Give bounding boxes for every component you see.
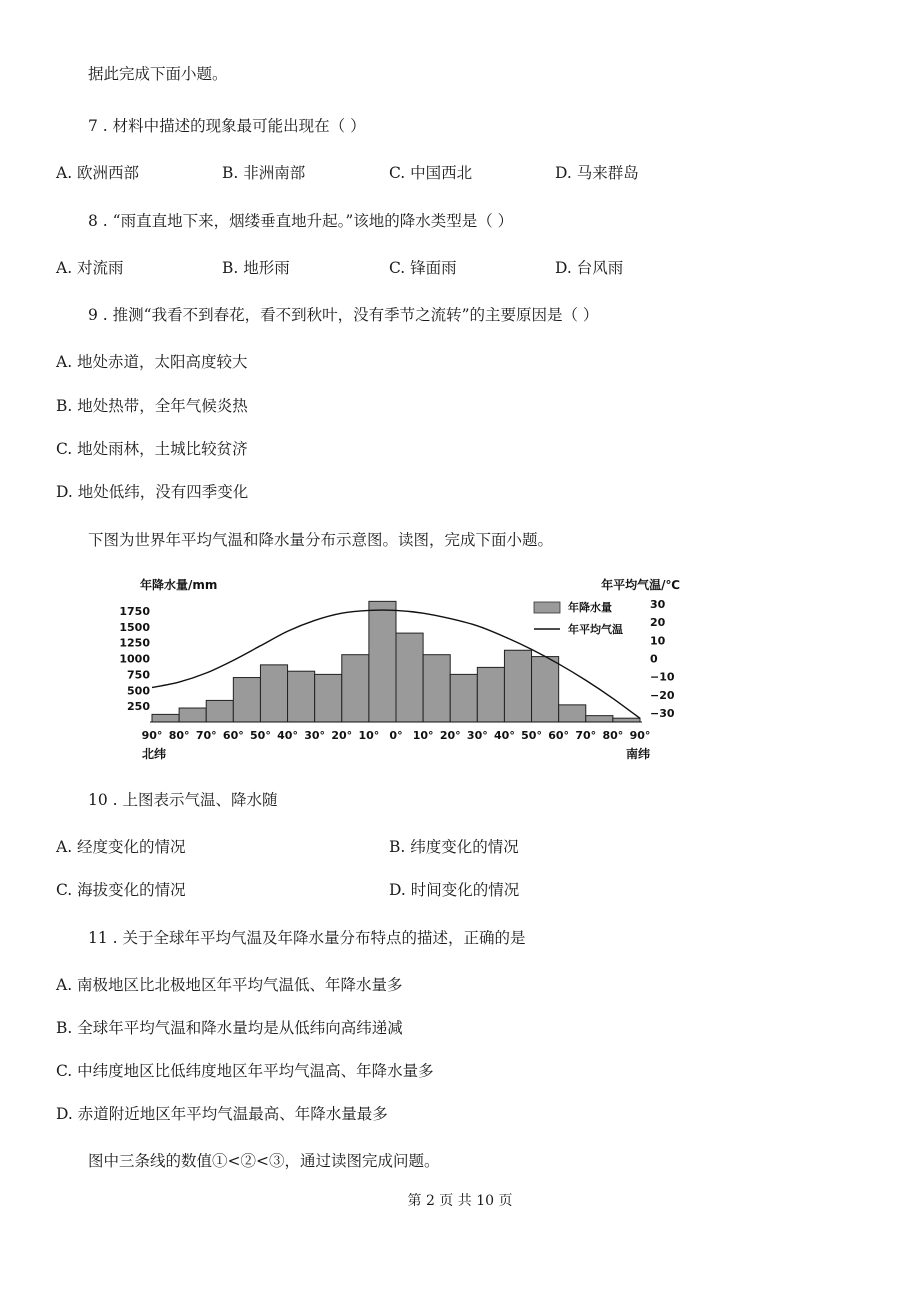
- x-tick-label: 50°: [521, 729, 542, 742]
- question-10-stem: 10 . 上图表示气温、降水随: [88, 791, 278, 809]
- right-tick-label: −20: [650, 688, 675, 702]
- q11-option-d: D. 赤道附近地区年平均气温最高、年降水量最多: [56, 1105, 388, 1123]
- left-axis-label: 年降水量/mm: [140, 578, 218, 592]
- q11-option-b: B. 全球年平均气温和降水量均是从低纬向高纬递减: [56, 1019, 403, 1037]
- right-axis-label: 年平均气温/℃: [601, 578, 680, 592]
- q10-option-c: C. 海拔变化的情况: [56, 881, 186, 899]
- x-tick-label: 60°: [548, 729, 570, 742]
- right-tick-label: 0: [650, 652, 658, 666]
- right-tick-label: −30: [650, 706, 675, 720]
- precipitation-bar: [288, 671, 315, 722]
- next-intro-text: 图中三条线的数值①<②<③，通过读图完成问题。: [88, 1152, 440, 1170]
- temperature-precipitation-chart: [119, 570, 680, 766]
- q7-option-b: B. 非洲南部: [222, 164, 306, 182]
- left-tick-label: 1000: [119, 652, 150, 666]
- right-tick-label: 10: [650, 634, 666, 648]
- left-axis-ticks: [119, 605, 150, 713]
- q7-option-c: C. 中国西北: [389, 164, 473, 182]
- page-footer: 第 2 页 共 10 页: [407, 1193, 513, 1209]
- q8-option-a: A. 对流雨: [56, 259, 124, 277]
- q11-option-a: A. 南极地区比北极地区年平均气温低、年降水量多: [56, 976, 403, 994]
- question-11-stem: 11 . 关于全球年平均气温及年降水量分布特点的描述，正确的是: [88, 929, 526, 947]
- precipitation-bars: [152, 601, 640, 722]
- precipitation-bar: [315, 674, 342, 722]
- question-9-stem: 9 . 推测“我看不到春花，看不到秋叶，没有季节之流转”的主要原因是（ ）: [88, 306, 599, 324]
- x-tick-label: 0°: [389, 729, 403, 742]
- precipitation-bar: [260, 665, 287, 722]
- x-tick-label: 90°: [141, 729, 163, 742]
- q7-option-d: D. 马来群岛: [555, 164, 639, 182]
- q11-option-c: C. 中纬度地区比低纬度地区年平均气温高、年降水量多: [56, 1062, 434, 1080]
- x-tick-label: 30°: [304, 729, 326, 742]
- right-axis-ticks: [650, 598, 675, 720]
- precipitation-bar: [450, 674, 477, 722]
- left-tick-label: 1250: [119, 636, 150, 650]
- q9-option-a: A. 地处赤道，太阳高度较大: [56, 353, 248, 371]
- x-tick-label: 10°: [358, 729, 380, 742]
- south-latitude-label: 南纬: [625, 747, 650, 761]
- precipitation-bar: [613, 718, 640, 722]
- precipitation-bar: [532, 657, 559, 722]
- q10-option-b: B. 纬度变化的情况: [389, 838, 519, 856]
- legend-precipitation-label: 年降水量: [568, 601, 612, 614]
- precipitation-bar: [559, 705, 586, 722]
- precipitation-bar: [179, 708, 206, 722]
- x-tick-label: 70°: [575, 729, 597, 742]
- x-tick-label: 30°: [466, 729, 488, 742]
- q9-option-c: C. 地处雨林，土城比较贫济: [56, 440, 248, 458]
- left-tick-label: 250: [127, 700, 150, 714]
- x-tick-label: 60°: [222, 729, 244, 742]
- legend-temperature-label: 年平均气温: [568, 623, 623, 636]
- x-tick-label: 50°: [250, 729, 271, 742]
- precipitation-bar: [342, 655, 369, 722]
- precipitation-bar: [152, 714, 179, 722]
- x-tick-label: 10°: [412, 729, 434, 742]
- q8-option-b: B. 地形雨: [222, 259, 290, 277]
- q9-option-d: D. 地处低纬，没有四季变化: [56, 483, 249, 501]
- precipitation-bar: [396, 633, 423, 722]
- q10-option-d: D. 时间变化的情况: [389, 881, 520, 899]
- chart-intro-text: 下图为世界年平均气温和降水量分布示意图。读图，完成下面小题。: [88, 531, 554, 549]
- q9-option-b: B. 地处热带，全年气候炎热: [56, 397, 248, 415]
- north-latitude-label: 北纬: [142, 747, 167, 761]
- precipitation-bar: [586, 716, 613, 722]
- q10-option-a: A. 经度变化的情况: [56, 838, 186, 856]
- left-tick-label: 1500: [119, 620, 150, 634]
- precipitation-bar: [233, 678, 260, 722]
- legend-precipitation-swatch: [534, 602, 560, 613]
- x-axis-ticks: [142, 729, 651, 742]
- x-tick-label: 80°: [602, 729, 624, 742]
- x-tick-label: 40°: [494, 729, 515, 742]
- precipitation-bar: [369, 601, 396, 722]
- x-tick-label: 70°: [195, 729, 217, 742]
- precipitation-bar: [477, 667, 504, 722]
- x-tick-label: 90°: [629, 729, 651, 742]
- x-tick-label: 20°: [331, 729, 353, 742]
- right-tick-label: −10: [650, 670, 675, 684]
- intro-text: 据此完成下面小题。: [88, 65, 228, 83]
- precipitation-bar: [504, 650, 531, 722]
- question-7-stem: 7 . 材料中描述的现象最可能出现在（ ）: [88, 117, 366, 135]
- right-tick-label: 20: [650, 616, 666, 630]
- right-tick-label: 30: [650, 598, 666, 612]
- q7-option-a: A. 欧洲西部: [56, 164, 140, 182]
- precipitation-bar: [206, 700, 233, 722]
- q8-option-c: C. 锋面雨: [389, 259, 457, 277]
- question-8-stem: 8 . “雨直直地下来，烟缕垂直地升起。”该地的降水类型是（ ）: [88, 212, 514, 230]
- left-tick-label: 1750: [119, 604, 150, 618]
- q8-option-d: D. 台风雨: [555, 259, 624, 277]
- precipitation-bar: [423, 655, 450, 722]
- left-tick-label: 500: [127, 684, 150, 698]
- left-tick-label: 750: [127, 668, 150, 682]
- x-tick-label: 80°: [168, 729, 190, 742]
- x-tick-label: 20°: [439, 729, 461, 742]
- x-tick-label: 40°: [277, 729, 298, 742]
- legend: [534, 600, 623, 636]
